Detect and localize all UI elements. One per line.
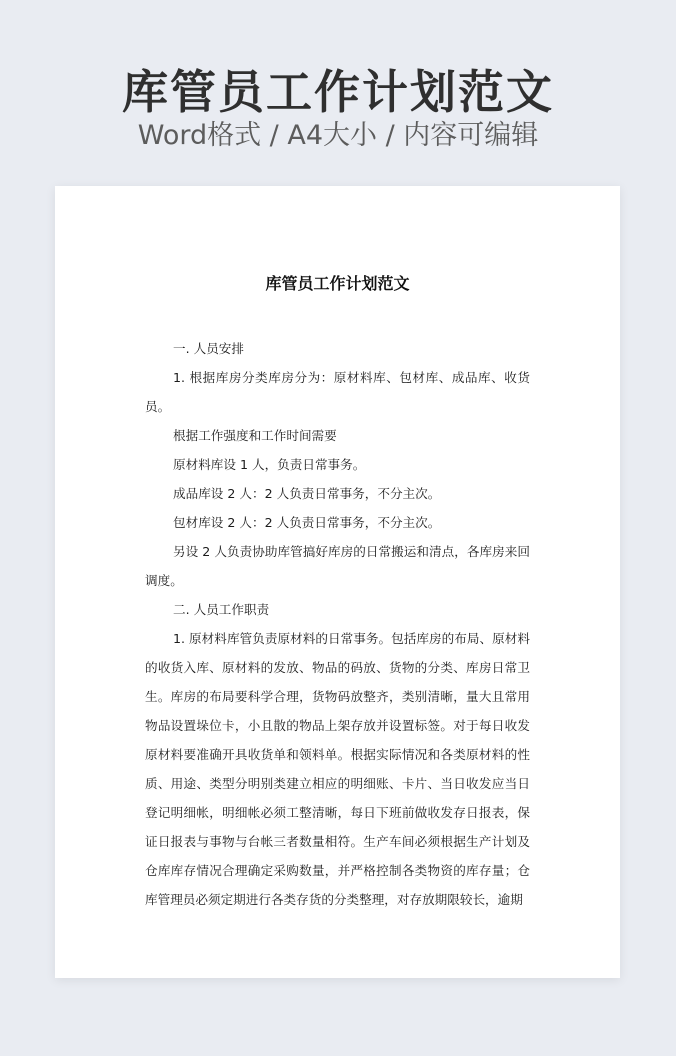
section-heading-staffing: 一. 人员安排 <box>173 341 244 356</box>
paragraph: 1. 原材料库管负责原材料的日常事务。包括库房的布局、原材料的收货入库、原材料的发放、物品的码放、货物的分类、库房日常卫生。库房的布局要科学合理，货物码放整齐，类别清晰，量大且常用物品设置垛位卡，小且散的物品上架存放并设置标签。对于每日收发原材料要准确开具收货单和领料单。根据实际情况和各类原材料的性质、用途、类型分明别类建立相应的明细账、卡片、当日收发应当日登记明细帐，明细帐必须工整清晰，每日下班前做收发存日报表，保证日报表与事物与台帐三者数量相符。生产车间必须根据生产计划及仓库库存情况合理确定采购数量，并严格控制各类物资的库存量；仓库管理员必须定期进行各类存货的分类整理，对存放期限较长，逾期 <box>145 631 530 907</box>
paragraph: 成品库设 2 人：2 人负责日常事务，不分主次。 <box>173 486 441 501</box>
document-page <box>55 186 620 978</box>
document-title: 库管员工作计划范文 <box>265 274 410 293</box>
paragraph: 另设 2 人负责协助库管搞好库房的日常搬运和清点，各库房来回调度。 <box>145 544 530 588</box>
paragraph: 包材库设 2 人：2 人负责日常事务，不分主次。 <box>173 515 441 530</box>
paragraph: 1. 根据库房分类库房分为：原材料库、包材库、成品库、收货员。 <box>145 370 530 414</box>
banner-subtitle: Word格式 / A4大小 / 内容可编辑 <box>137 120 539 151</box>
section-heading-duties: 二. 人员工作职责 <box>173 602 270 617</box>
document-body <box>145 334 530 914</box>
paragraph: 原材料库设 1 人，负责日常事务。 <box>173 457 366 472</box>
banner-title: 库管员工作计划范文 <box>122 65 554 119</box>
paragraph: 根据工作强度和工作时间需要 <box>173 428 337 443</box>
